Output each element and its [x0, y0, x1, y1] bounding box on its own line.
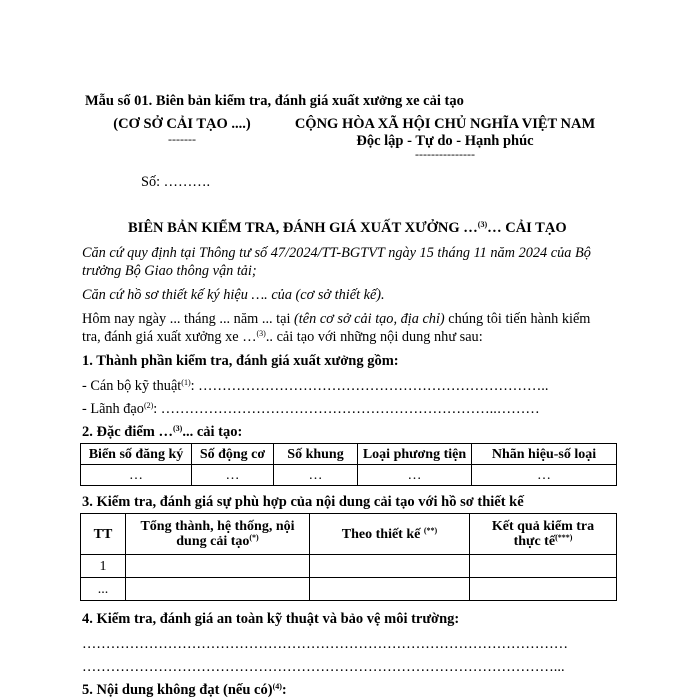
table-row [81, 578, 617, 601]
basis-1-line-1: Căn cứ quy định tại Thông tư số 47/2024/TT-BGTVT ngày 15 tháng 11 năm 2024 của Bộ [82, 245, 591, 261]
main-title: BIÊN BẢN KIỂM TRA, ĐÁNH GIÁ XUẤT XƯỞNG …$^{(3)}$… CẢI TẠO [128, 220, 567, 236]
tech-officer-line: - Cán bộ kỹ thuật$^{(1)}$: ……………………………………………………………….. [82, 378, 549, 394]
col-plate: Biển số đăng ký [81, 444, 192, 465]
col-actual-result: Kết quả kiểm tra thực tế(***) [470, 514, 617, 555]
conformity-table [80, 513, 617, 601]
form-title: Mẫu số 01. Biên bản kiểm tra, đánh giá xuất xưởng xe cải tạo [85, 93, 464, 109]
motto-rule: --------------- [415, 147, 475, 161]
table-cell [310, 578, 470, 601]
table-cell: 1 [81, 555, 126, 578]
col-per-design: Theo thiết kế (**) [310, 514, 470, 555]
table-cell: … [81, 465, 192, 486]
table-header-row [81, 514, 617, 555]
basis-1-line-2: trưởng Bộ Giao thông vận tải; [82, 263, 257, 279]
table-cell: … [472, 465, 617, 486]
col-modified-item: Tổng thành, hệ thống, nội dung cải tạo(*) [126, 514, 310, 555]
section-2-heading: 2. Đặc điểm …$^{(3)}$... cải tạo: [82, 424, 243, 440]
table-row [81, 555, 617, 578]
table-cell [470, 555, 617, 578]
col-tt: TT [81, 514, 126, 555]
section-1-heading: 1. Thành phần kiểm tra, đánh giá xuất xưởng gồm: [82, 353, 399, 369]
section-3-heading: 3. Kiểm tra, đánh giá sự phù hợp của nội dung cải tạo với hồ sơ thiết kế [82, 494, 524, 510]
org-name: (CƠ SỞ CẢI TẠO ....) [113, 116, 251, 132]
table-cell [310, 555, 470, 578]
col-vehicle-type: Loại phương tiện [358, 444, 472, 465]
section-4-heading: 4. Kiểm tra, đánh giá an toàn kỹ thuật và bảo vệ môi trường: [82, 611, 460, 627]
table-row [81, 465, 617, 486]
motto: Độc lập - Tự do - Hạnh phúc [356, 133, 534, 149]
section-4-line-2: ………………………………………………………………………………………... [82, 659, 565, 675]
leader-line: - Lãnh đạo$^{(2)}$: ……………………………………………………………..……… [82, 401, 540, 417]
table-cell: … [192, 465, 274, 486]
table-cell [126, 555, 310, 578]
table-cell [126, 578, 310, 601]
section-5-heading: 5. Nội dung không đạt (nếu có)$^{(4)}$: [82, 682, 287, 698]
table-cell: … [274, 465, 358, 486]
table-cell: … [358, 465, 472, 486]
org-rule: ------- [168, 132, 196, 146]
table-header-row [81, 444, 617, 465]
col-brand-model: Nhãn hiệu-số loại [472, 444, 617, 465]
vehicle-info-table [80, 443, 617, 486]
col-chassis: Số khung [274, 444, 358, 465]
basis-2: Căn cứ hồ sơ thiết kế ký hiệu …. của (cơ sở thiết kế). [82, 287, 385, 303]
table-cell: ... [81, 578, 126, 601]
section-4-line-1: ………………………………………………………………………………………… [82, 636, 569, 652]
table-cell [470, 578, 617, 601]
intro-line-1: Hôm nay ngày ... tháng ... năm ... tại (tên cơ sở cải tạo, địa chỉ) chúng tôi tiến hành kiểm [82, 311, 591, 327]
doc-number: Số: ………. [141, 174, 211, 190]
nation-name: CỘNG HÒA XÃ HỘI CHỦ NGHĨA VIỆT NAM [294, 116, 596, 132]
intro-line-2: tra, đánh giá xuất xưởng xe …$^{(3)}$.. cải tạo với những nội dung như sau: [82, 329, 483, 345]
col-engine: Số động cơ [192, 444, 274, 465]
